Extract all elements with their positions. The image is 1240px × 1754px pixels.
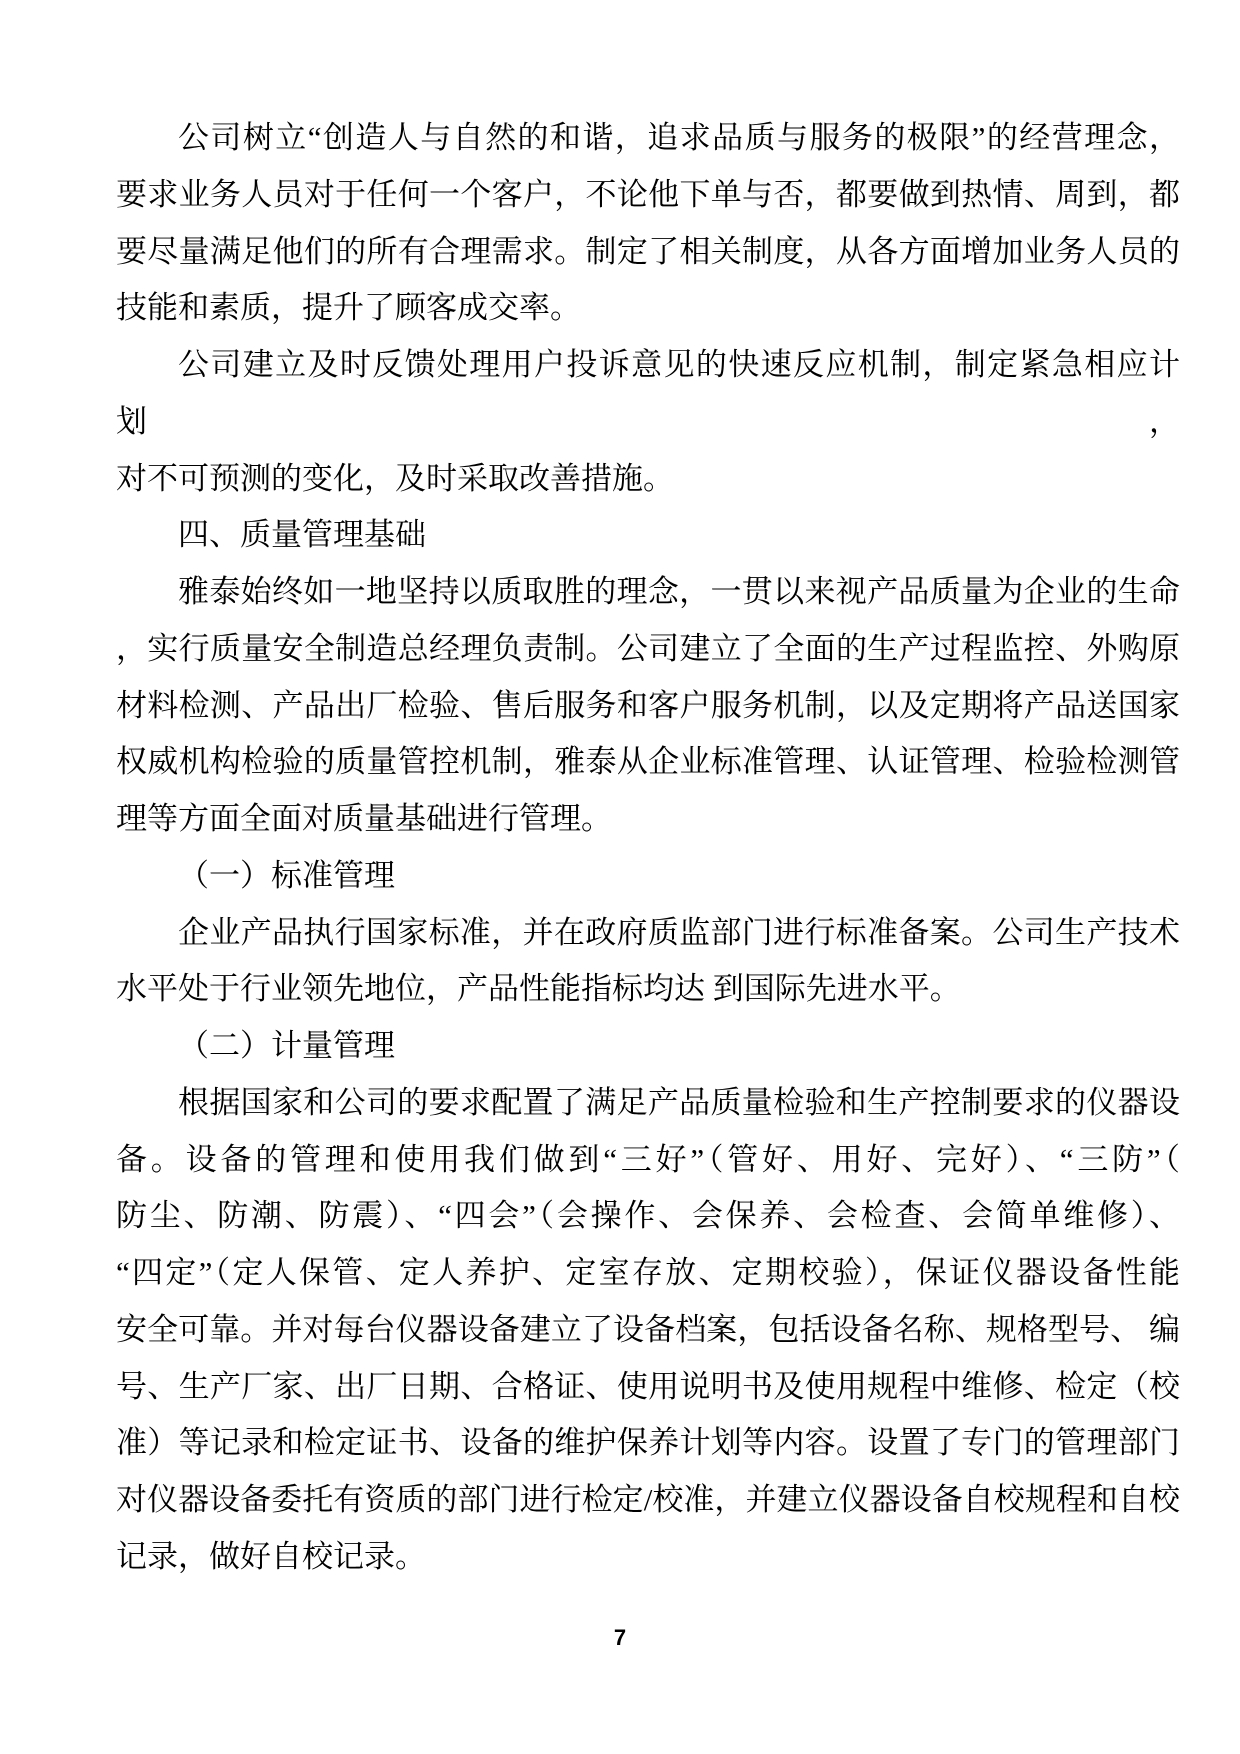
text-line: （一）标准管理 [178, 857, 395, 893]
text-line: 对仪器设备委托有资质的部门进行检定/校准，并建立仪器设备自校规程和自校 [116, 1482, 1180, 1517]
text-line: 备。设备的管理和使用我们做到“三好”（管好、用好、完好）、“三防”（ [116, 1141, 1180, 1177]
text-line: 材料检测、产品出厂检验、售后服务和客户服务机制，以及定期将产品送国家 [116, 687, 1180, 723]
text-line: “四定”（定人保管、定人养护、定室存放、定期校验），保证仪器设备性能 [116, 1255, 1180, 1290]
text-line: （二）计量管理 [178, 1028, 395, 1063]
paragraph [116, 1075, 1180, 1586]
text-line: 水平处于行业领先地位，产品性能指标均达 到国际先进水平。 [116, 971, 961, 1007]
text-line: 公司建立及时反馈处理用户投诉意见的快速反应机制，制定紧急相应计划， [116, 347, 1180, 439]
paragraph [116, 337, 1180, 507]
section-heading [116, 848, 1180, 905]
text-line: 四、质量管理基础 [178, 517, 426, 553]
section-heading [116, 507, 1180, 564]
text-line: 要求业务人员对于任何一个客户，不论他下单与否，都要做到热情、周到，都 [116, 176, 1180, 212]
page-number: 7 [613, 1625, 627, 1650]
text-line: 权威机构检验的质量管控机制，雅泰从企业标准管理、认证管理、检验检测管 [116, 744, 1180, 780]
text-line: 记录，做好自校记录。 [116, 1538, 426, 1574]
text-line: ，实行质量安全制造总经理负责制。公司建立了全面的生产过程监控、外购原 [116, 630, 1180, 666]
text-line: 安全可靠。并对每台仪器设备建立了设备档案，包括设备名称、规格型号、 编 [116, 1311, 1180, 1347]
text-line: 公司树立“创造人与自然的和谐，追求品质与服务的极限”的经营理念， [178, 120, 1180, 155]
document-body [116, 110, 1180, 1586]
text-line: 要尽量满足他们的所有合理需求。制定了相关制度，从各方面增加业务人员的 [116, 233, 1180, 269]
paragraph [116, 110, 1180, 337]
text-line: 雅泰始终如一地坚持以质取胜的理念，一贯以来视产品质量为企业的生命 [178, 574, 1180, 609]
page-footer [0, 1625, 1240, 1651]
text-line: 防尘、防潮、防震）、“四会”（会操作、会保养、会检查、会简单维修）、 [116, 1198, 1180, 1234]
text-line: 理等方面全面对质量基础进行管理。 [116, 801, 612, 836]
section-heading [116, 1018, 1180, 1075]
text-line: 准）等记录和检定证书、设备的维护保养计划等内容。设置了专门的管理部门 [116, 1425, 1180, 1461]
paragraph [116, 905, 1180, 1019]
text-line: 号、生产厂家、出厂日期、合格证、使用说明书及使用规程中维修、检定（校 [116, 1368, 1180, 1404]
text-line: 根据国家和公司的要求配置了满足产品质量检验和生产控制要求的仪器设 [178, 1084, 1180, 1120]
text-line: 技能和素质，提升了顾客成交率。 [116, 290, 581, 326]
text-line: 企业产品执行国家标准，并在政府质监部门进行标准备案。公司生产技术 [178, 914, 1180, 950]
text-line: 对不可预测的变化，及时采取改善措施。 [116, 460, 674, 496]
paragraph [116, 564, 1180, 848]
